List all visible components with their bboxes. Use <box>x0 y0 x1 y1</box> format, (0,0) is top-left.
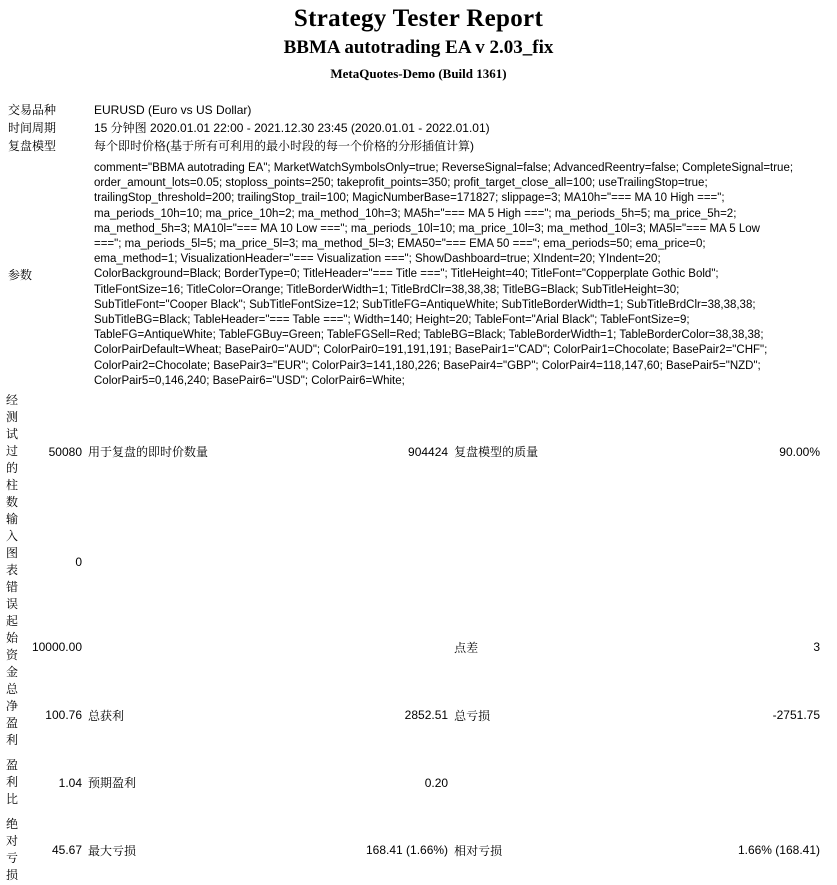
stat-value-1: 100.76 <box>45 708 82 723</box>
meta-value-symbol: EURUSD (Euro vs US Dollar) <box>94 103 252 117</box>
table-row <box>0 392 837 511</box>
parameter-line: ==="; ma_periods_5l=5; ma_price_5l=3; ma_method_5l=3; EMA50="=== EMA 50 ==="; ema_periods=50; ema_price=0; <box>94 238 706 251</box>
parameter-line: ma_periods_10h=10; ma_price_10h=2; ma_method_10h=3; MA5h="=== MA 5 High ==="; ma_periods_5h=5; ma_price_5h=2; <box>94 207 737 220</box>
broker-server-label: MetaQuotes-Demo (Build 1361) <box>330 66 507 81</box>
meta-row-parameters <box>0 155 837 390</box>
stat-row-label-vertical: 总 净 盈 利 <box>6 682 19 748</box>
stat-value-2 <box>366 613 454 681</box>
ea-name-subtitle: BBMA autotrading EA v 2.03_fix <box>283 37 554 58</box>
stat-row-label <box>0 749 24 816</box>
meta-row-period <box>0 119 837 137</box>
stat-value-2: 904424 <box>408 444 449 459</box>
stat-row-label-vertical: 输 入 图 表 错 误 <box>6 512 19 612</box>
stat-row-label-vertical: 起 始 资 金 <box>6 614 19 680</box>
stat-value-1: 0 <box>75 555 82 570</box>
stat-value-2 <box>366 511 454 613</box>
stat-label-2 <box>454 511 674 613</box>
table-row <box>0 816 837 884</box>
meta-row-symbol <box>0 101 837 119</box>
parameter-line: comment="BBMA autotrading EA"; MarketWatchSymbolsOnly=true; ReverseSignal=false; AdvancedReentry=false; CompleteSignal=true; <box>94 162 794 174</box>
meta-value-period: 15 分钟图 2020.01.01 22:00 - 2021.12.30 23:45 (2020.01.01 - 2022.01.01) <box>94 121 490 135</box>
report-header <box>0 0 837 84</box>
stat-value-3 <box>674 511 837 613</box>
stat-value-1: 10000.00 <box>31 640 82 655</box>
report-meta-table <box>0 101 837 390</box>
stat-value-3 <box>674 749 837 816</box>
stat-value-2: 2852.51 <box>404 708 449 723</box>
parameter-line: ColorPair2=Chocolate; BasePair3="EUR"; ColorPair3=141,180,226; BasePair4="GBP"; ColorPair4=118,147,60; BasePair5="NZD"; <box>94 359 761 372</box>
meta-label-period: 时间周期 <box>8 121 57 135</box>
meta-row-model <box>0 137 837 155</box>
meta-label-symbol: 交易品种 <box>8 103 57 117</box>
parameter-line: TitleFontSize=16; TitleColor=Orange; TitleBorderWidth=1; TitleBrdClr=38,38,38; TitleBG=Black; SubTitleHeight=30; <box>94 283 680 296</box>
parameter-line: ema_method=1; VisualizationHeader="=== Visualization ==="; ShowDashboard=true; XIndent=20; YIndent=20; <box>94 253 661 266</box>
stat-value-3: 1.66% (168.41) <box>737 843 820 858</box>
stat-value-1: 50080 <box>48 444 82 459</box>
table-row <box>0 749 837 816</box>
table-row <box>0 681 837 749</box>
stat-label-2: 总亏损 <box>454 708 491 723</box>
report-meta-body <box>0 101 837 390</box>
parameter-line: ma_method_5h=3; MA10l="=== MA 10 Low ==="; ma_periods_10l=10; ma_price_10l=3; ma_method_10l=3; MA5l="=== MA 5 Low <box>94 222 760 235</box>
stat-label-1 <box>88 613 366 681</box>
stat-row-label <box>0 816 24 884</box>
stat-row-label-vertical: 经 测 试 过 的 柱 数 <box>6 393 19 510</box>
parameter-line: order_amount_lots=0.05; stoploss_points=250; takeprofit_points=350; profit_target_close_all=100; useTrailingStop=true; <box>94 177 708 190</box>
parameter-line: TableFG=AntiqueWhite; TableFGBuy=Green; TableFGSell=Red; TableBG=Black; TableBorderWidth=1; TableBorderColor=38,38,38; <box>94 329 764 342</box>
parameter-line: ColorPairDefault=Wheat; BasePair0="AUD"; ColorPair0=191,191,191; BasePair1="CAD"; ColorPair1=Chocolate; BasePair2="CHF"; <box>94 344 768 357</box>
parameter-line: SubTitleFont="Cooper Black"; SubTitleFontSize=12; SubTitleFG=AntiqueWhite; SubTitleBorderWidth=1; SubTitleBrdClr=38,38,38; <box>94 298 756 311</box>
stat-label-2: 复盘模型的质量 <box>454 445 539 460</box>
stat-row-label-vertical: 绝 对 亏 损 <box>6 817 19 883</box>
parameter-line: ColorPair5=0,146,240; BasePair6="USD"; ColorPair6=White; <box>94 374 405 387</box>
stat-label-1: 总获利 <box>88 708 125 723</box>
stat-value-3: 3 <box>813 640 820 655</box>
meta-value-parameters <box>94 155 837 390</box>
stat-row-label <box>0 613 24 681</box>
stat-value-2: 168.41 (1.66%) <box>366 843 449 858</box>
table-row <box>0 511 837 613</box>
stat-label-1: 预期盈利 <box>88 776 137 791</box>
stat-row-label-vertical: 盈 利 比 <box>6 758 19 807</box>
page-title: Strategy Tester Report <box>293 5 544 32</box>
table-row <box>0 613 837 681</box>
parameter-line: ColorBackground=Black; BorderType=0; TitleHeader="=== Title ==="; TitleHeight=40; TitleFont="Copperplate Gothic Bold"; <box>94 268 719 281</box>
stat-label-1 <box>88 511 366 613</box>
stat-value-3: -2751.75 <box>772 708 820 723</box>
meta-label-parameters: 参数 <box>8 268 33 283</box>
stat-label-2: 相对亏损 <box>454 843 503 858</box>
meta-value-model: 每个即时价格(基于所有可利用的最小时段的每一个价格的分形插值计算) <box>94 139 474 153</box>
stat-value-3: 90.00% <box>779 444 820 459</box>
stat-value-1: 45.67 <box>51 843 82 858</box>
statistics-body <box>0 392 837 884</box>
stat-label-1: 最大亏损 <box>88 843 137 858</box>
stat-row-label <box>0 392 24 511</box>
statistics-table <box>0 392 837 884</box>
stat-label-2 <box>454 749 674 816</box>
stat-label-1: 用于复盘的即时价数量 <box>88 445 209 460</box>
stat-value-1: 1.04 <box>58 775 82 790</box>
stat-value-2: 0.20 <box>424 775 449 790</box>
stat-row-label <box>0 681 24 749</box>
meta-label-model: 复盘模型 <box>8 139 57 153</box>
parameter-line: trailingStop_threshold=200; trailingStop_trail=100; MagicNumberBase=171827; slippage=3; MA10h="=== MA 10 High ==="; <box>94 192 725 205</box>
stat-row-label <box>0 511 24 613</box>
parameter-line: SubTitleBG=Black; TableHeader="=== Table ==="; Width=140; Height=20; TableFont="Arial Black"; TableFontSize=9; <box>94 314 690 327</box>
stat-label-2: 点差 <box>454 640 479 655</box>
